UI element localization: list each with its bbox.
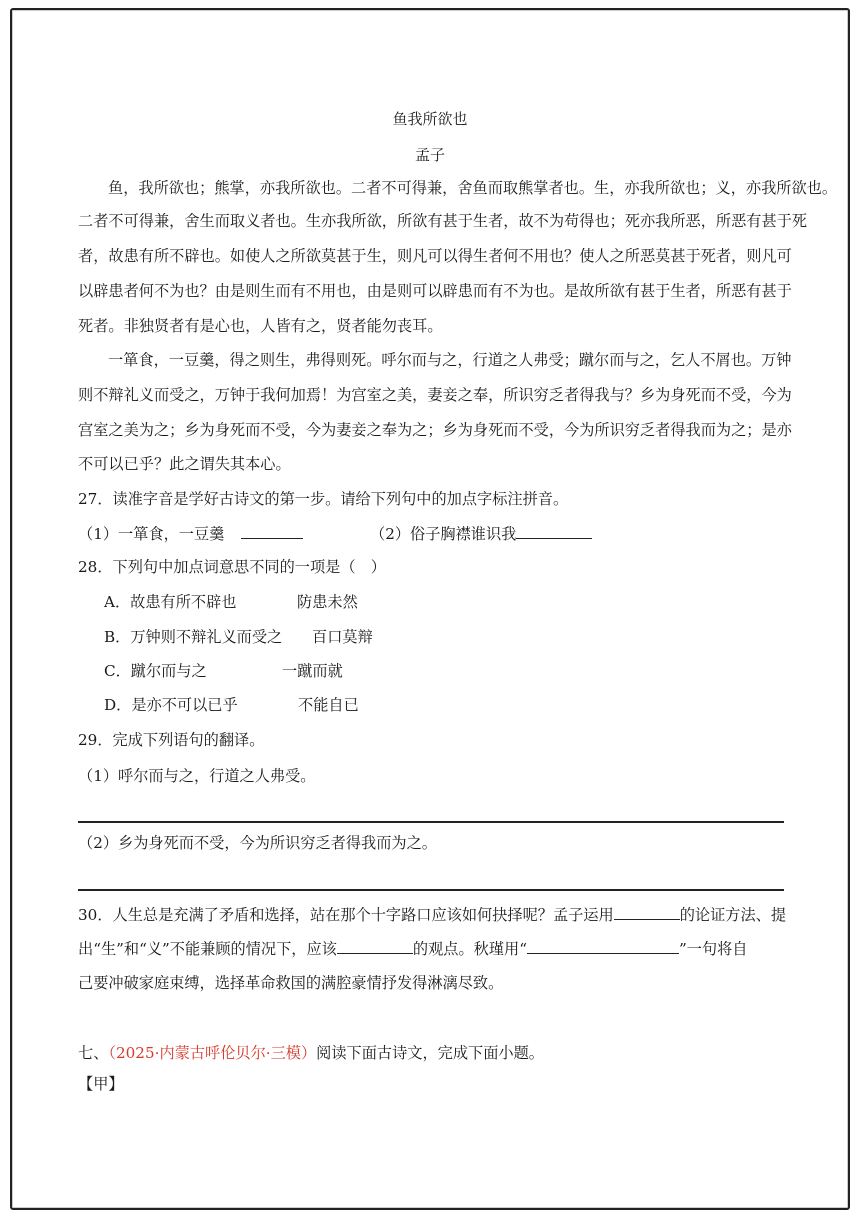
q30-line-1-text-a: 30．人生总是充满了矛盾和选择，站在那个十字路口应该如何抉择呢？孟子运用 xyxy=(78,906,614,924)
q29-item-1: （1）呼尔而与之，行道之人弗受。 xyxy=(78,767,316,785)
q30-blank-3[interactable] xyxy=(527,937,679,954)
q28-stem: 28．下列句中加点词意思不同的一项是（ ） xyxy=(78,558,386,576)
q30-line-2-text-a: 出“生”和“义”不能兼顾的情况下，应该 xyxy=(78,940,337,958)
q30-line-2 xyxy=(78,937,747,960)
q29-answer-line-1[interactable] xyxy=(78,821,784,823)
q29-item-2: （2）乡为身死而不受，今为所识穷乏者得我而为之。 xyxy=(78,834,437,852)
p2-line-3: 宫室之美为之；乡为身死而不受，今为妻妾之奉为之；乡为身死而不受，今为所识穷乏者得我而为之；是亦 xyxy=(78,421,792,439)
q27-item-2 xyxy=(370,522,592,545)
section-7-source: （2025·内蒙古呼伦贝尔·三模） xyxy=(108,1044,317,1062)
passage-title: 鱼我所欲也 xyxy=(392,110,468,128)
section-7-heading xyxy=(78,1042,544,1064)
q30-line-1-text-b: 的论证方法、提 xyxy=(679,906,787,924)
q27-item-2-text: （2）俗子胸襟谁识我 xyxy=(370,525,517,543)
q29-stem: 29．完成下列语句的翻译。 xyxy=(78,731,265,749)
q27-stem: 27．读准字音是学好古诗文的第一步。请给下列句中的加点字标注拼音。 xyxy=(78,490,569,508)
q30-line-1 xyxy=(78,903,786,926)
q30-blank-2[interactable] xyxy=(337,937,413,954)
section-7-sub-label: 【甲】 xyxy=(78,1075,124,1093)
p1-line-3: 者，故患有所不辟也。如使人之所欲莫甚于生，则凡可以得生者何不用也？使人之所恶莫甚于死者，则凡可 xyxy=(78,247,792,265)
q28-option-a[interactable]: A．故患有所不辟也 xyxy=(104,593,237,611)
q28-option-a-compare: 防患未然 xyxy=(297,593,358,611)
q29-answer-line-2[interactable] xyxy=(78,889,784,891)
section-7-text: 阅读下面古诗文，完成下面小题。 xyxy=(316,1044,544,1062)
q30-line-2-text-c: ”一句将自 xyxy=(678,940,748,958)
q28-option-c-compare: 一蹴而就 xyxy=(282,662,343,680)
p2-line-1: 一箪食，一豆羹，得之则生，弗得则死。呼尔而与之，行道之人弗受；蹴尔而与之，乞人不屑也。万钟 xyxy=(108,351,792,369)
q27-answer-blank-1[interactable] xyxy=(241,522,303,539)
p1-line-5: 死者。非独贤者有是心也，人皆有之，贤者能勿丧耳。 xyxy=(78,317,443,335)
section-7-prefix: 七、 xyxy=(78,1044,109,1062)
p1-line-1: 鱼，我所欲也；熊掌，亦我所欲也。二者不可得兼，舍鱼而取熊掌者也。生，亦我所欲也；义，亦我所欲也。 xyxy=(108,179,837,197)
q27-item-1 xyxy=(78,522,303,545)
q30-line-3: 己要冲破家庭束缚，选择革命救国的满腔豪情抒发得淋漓尽致。 xyxy=(78,974,504,992)
p2-line-2: 则不辩礼义而受之，万钟于我何加焉！为宫室之美，妻妾之奉，所识穷乏者得我与？乡为身死而不受，今为 xyxy=(78,386,792,404)
q28-option-c[interactable]: C．蹴尔而与之 xyxy=(104,662,207,680)
q28-option-d-compare: 不能自已 xyxy=(298,696,359,714)
q30-blank-1[interactable] xyxy=(614,903,680,920)
q28-option-b-compare: 百口莫辩 xyxy=(312,628,373,646)
q27-answer-blank-2[interactable] xyxy=(516,522,592,539)
q28-option-b[interactable]: B．万钟则不辩礼义而受之 xyxy=(104,628,283,646)
q30-line-2-text-b: 的观点。秋瑾用“ xyxy=(412,940,527,958)
p1-line-4: 以辟患者何不为也？由是则生而有不用也，由是则可以辟患而有不为也。是故所欲有甚于生者，所恶有甚于 xyxy=(78,282,792,300)
passage-author: 孟子 xyxy=(414,146,445,164)
q28-option-d[interactable]: D．是亦不可以已乎 xyxy=(104,696,238,714)
p2-line-4: 不可以已乎？此之谓失其本心。 xyxy=(78,455,291,473)
p1-line-2: 二者不可得兼，舍生而取义者也。生亦我所欲，所欲有甚于生者，故不为苟得也；死亦我所恶，所恶有甚于死 xyxy=(78,212,807,230)
q27-item-1-text: （1）一箪食，一豆羹 xyxy=(78,525,225,543)
